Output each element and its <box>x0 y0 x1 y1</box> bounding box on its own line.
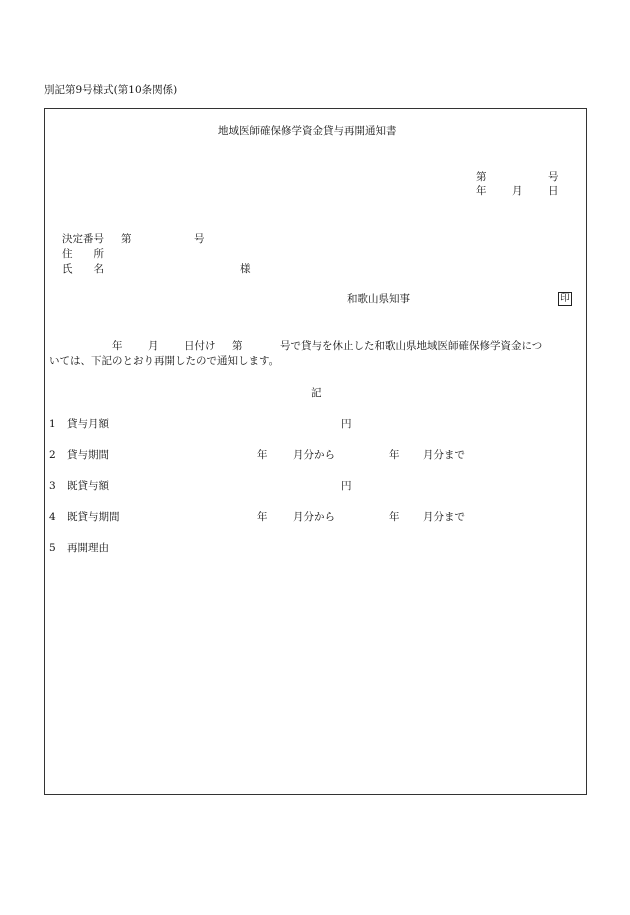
address-label: 住 所 <box>62 248 104 260</box>
item-2-to-year: 年 <box>389 449 400 461</box>
doc-date-day: 日 <box>548 185 559 197</box>
item-3-unit: 円 <box>341 480 352 492</box>
form-label: 別記第9号様式(第10条関係) <box>44 84 178 96</box>
item-2-label: 貸与期間 <box>67 449 109 461</box>
doc-date-month: 月 <box>512 185 523 197</box>
item-4-to-month: 月分まで <box>423 511 465 523</box>
doc-date-year: 年 <box>476 185 487 197</box>
decision-number-dai: 第 <box>121 233 132 245</box>
doc-number-dai: 第 <box>476 171 487 183</box>
seal-stamp: 印 <box>558 292 572 306</box>
item-3-number: 3 <box>49 480 56 492</box>
item-1-label: 貸与月額 <box>67 418 109 430</box>
item-1-number: 1 <box>49 418 56 430</box>
item-5-number: 5 <box>49 542 56 554</box>
body-dai: 第 <box>232 340 243 352</box>
name-label: 氏 名 <box>62 263 104 275</box>
item-4-to-year: 年 <box>389 511 400 523</box>
sender-governor: 和歌山県知事 <box>347 293 410 305</box>
doc-number-gou: 号 <box>548 171 559 183</box>
item-2-number: 2 <box>49 449 56 461</box>
item-5-label: 再開理由 <box>67 542 109 554</box>
item-4-from-year: 年 <box>257 511 268 523</box>
item-1-unit: 円 <box>341 418 352 430</box>
body-line2: いては、下記のとおり再開したので通知します。 <box>49 355 280 367</box>
body-month: 月 <box>148 340 159 352</box>
decision-number-label: 決定番号 <box>62 233 104 245</box>
item-2-from-month: 月分から <box>293 449 335 461</box>
ki-heading: 記 <box>311 387 322 399</box>
decision-number-gou: 号 <box>194 233 205 245</box>
body-year: 年 <box>112 340 123 352</box>
body-dated: 日付け <box>184 340 216 352</box>
honorific-sama: 様 <box>240 263 251 275</box>
item-4-label: 既貸与期間 <box>67 511 120 523</box>
document-title: 地域医師確保修学資金貸与再開通知書 <box>218 125 397 137</box>
item-4-number: 4 <box>49 511 56 523</box>
item-2-to-month: 月分まで <box>423 449 465 461</box>
body-line1-rest: 号で貸与を休止した和歌山県地域医師確保修学資金につ <box>280 340 543 352</box>
item-3-label: 既貸与額 <box>67 480 109 492</box>
item-4-from-month: 月分から <box>293 511 335 523</box>
item-2-from-year: 年 <box>257 449 268 461</box>
